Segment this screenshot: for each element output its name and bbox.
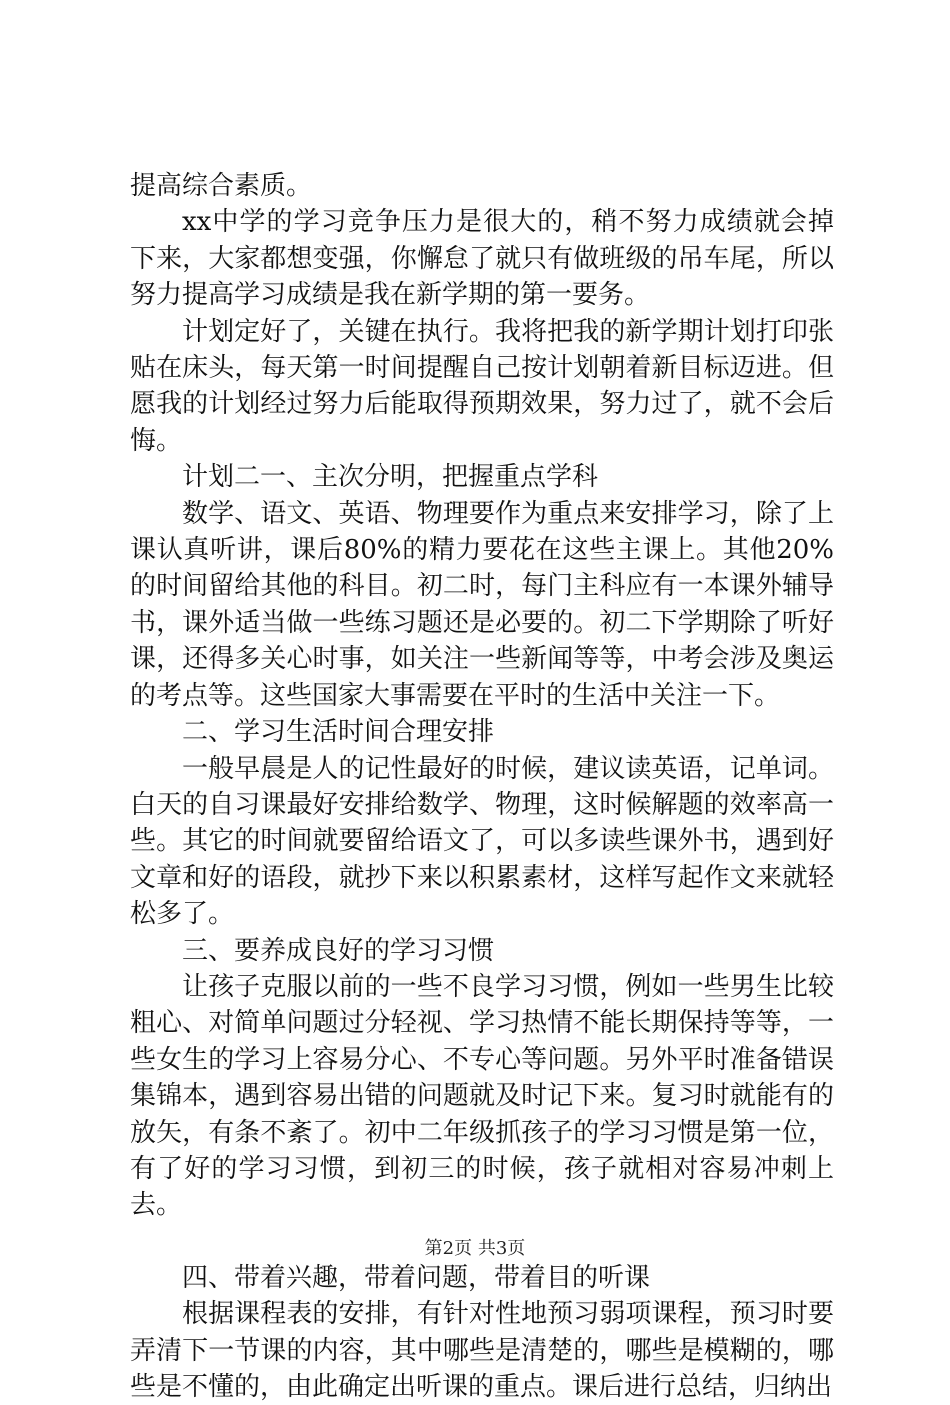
paragraph-competition: xx中学的学习竞争压力是很大的，稍不努力成绩就会掉下来，大家都想变强，你懈怠了就只有做班级的吊车尾，所以努力提高学习成绩是我在新学期的第一要务。 (130, 207, 834, 311)
paragraph-time-arrangement: 一般早晨是人的记性最好的时候，建议读英语，记单词。白天的自习课最好安排给数学、物理，这时候解题的效率高一些。其它的时间就要留给语文了，可以多读些课外书，遇到好文章和好的语段，就抄下来以积累素材，这样写起作文来就轻松多了。 (130, 753, 834, 930)
paragraph-execution: 计划定好了，关键在执行。我将把我的新学期计划打印张贴在床头，每天第一时间提醒自己按计划朝着新目标迈进。但愿我的计划经过努力后能取得预期效果，努力过了，就不会后悔。 (130, 316, 834, 456)
section-heading-4: 四、带着兴趣，带着问题，带着目的听课 (182, 1262, 651, 1293)
section-heading-2: 二、学习生活时间合理安排 (182, 717, 495, 748)
section-heading-1: 计划二一、主次分明，把握重点学科 (182, 462, 599, 493)
paragraph-study-habits: 让孩子克服以前的一些不良学习习惯，例如一些男生比较粗心、对简单问题过分轻视、学习热情不能长期保持等等，一些女生的学习上容易分心、不专心等问题。另外平时准备错误集锦本，遇到容易出错的问题就及时记下来。复习时就能有的放矢，有条不紊了。初中二年级抓孩子的学习习惯是第一位，有了好的学习习惯，到初三的时候，孩子就相对容易冲刺上去。 (130, 971, 834, 1221)
document-body (130, 168, 834, 1405)
page-number-footer: 第2页 共3页 (424, 1238, 526, 1259)
paragraph-key-subjects: 数学、语文、英语、物理要作为重点来安排学习，除了上课认真听讲，课后80%的精力要花在这些主课上。其他20%的时间留给其他的科目。初二时，每门主科应有一本课外辅导书，课外适当做一些练习题还是必要的。初二下学期除了听好课，还得多关心时事，如关注一些新闻等等，中考会涉及奥运的考点等。这些国家大事需要在平时的生活中关注一下。 (130, 498, 834, 711)
paragraph-preview: 根据课程表的安排，有针对性地预习弱项课程，预习时要弄清下一节课的内容，其中哪些是清楚的，哪些是模糊的，哪些是不懂的，由此确定出听课的重点。课后进行总结，归纳出 (130, 1299, 834, 1402)
section-heading-3: 三、要养成良好的学习习惯 (182, 935, 495, 966)
paragraph-continuation: 提高综合素质。 (130, 171, 313, 201)
